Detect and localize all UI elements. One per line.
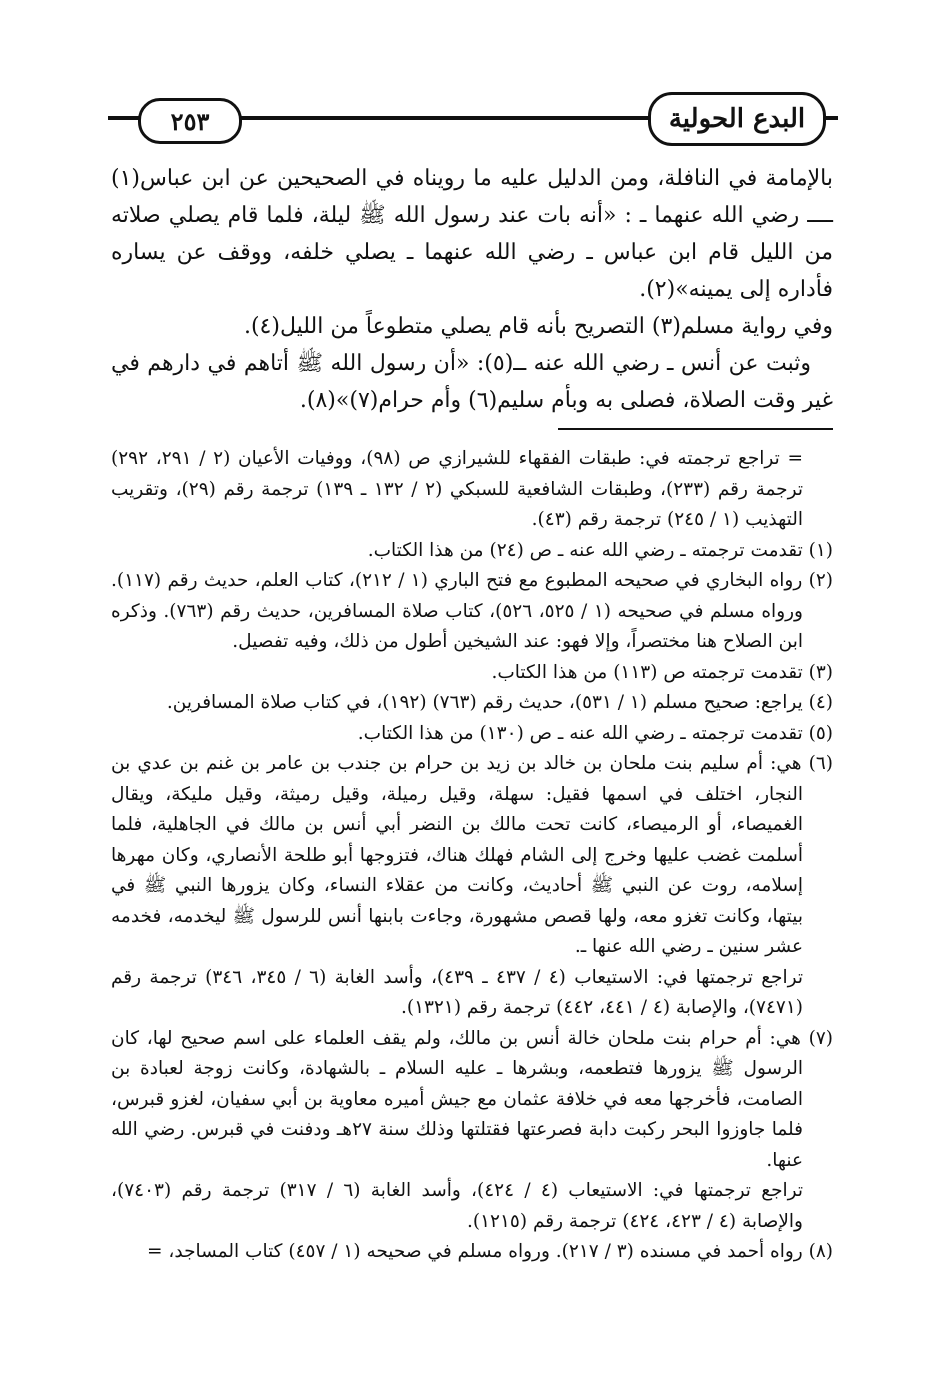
footnote: = تراجع ترجمته في: طبقات الفقهاء للشيرازي ص (٩٨)، ووفيات الأعيان (٢ / ٢٩١، ٢٩٢) ترجمة رقم (٢٣٣)، وطبقات الشافعية للسبكي (٢ / ١٣٢ ـ ١٣٩) ترجمة رقم (٢٩)، وتقريب التهذيب (١ / ٢٤٥) ترجمة رقم (٤٣). [111, 448, 803, 530]
footnote: (٦) هي: أم سليم بنت ملحان بن خالد بن زيد بن حرام بن جندب بن عامر بن غنم بن عدي بن النجار، اختلف في اسمها فقيل: سهلة، وقيل رميلة، وقيل رميثة، وقيل مليكة، ويقال الغميصاء، أو الرميصاء، كانت تحت مالك بن النضر أبي أنس بن مالك في الجاهلية، فلما أسلمت غضب عليها وخرج إلى الشام فهلك هناك، فتزوجها أبو طلحة الأنصاري، وكان مهرها إسلامه، روت عن النبي ﷺ أحاديث، وكانت من عقلاء النساء، وكان يزورها النبي ﷺ في بيتها، وكانت تغزو معه، ولها قصص مشهورة، وجاءت بابنها أنس للرسول ﷺ ليخدمه، فخدمه عشر سنين ـ رضي الله عنها ـ. [111, 753, 833, 957]
footnote: (١) تقدمت ترجمته ـ رضي الله عنه ـ ص (٢٤) من هذا الكتاب. [367, 539, 833, 561]
body-paragraph: بالإمامة في النافلة، ومن الدليل عليه ما رويناه في الصحيحين عن ابن عباس(١) ــــ رضي الله عنهما ـ : «أنه بات عند رسول الله ﷺ ليلة، فلما قام يصلي صلاته من الليل قام ابن عباس ـ رضي الله عنهما ـ يصلي خلفه، ووقف عن يساره فأداره إلى يمينه»(٢). [111, 166, 833, 302]
page-number: ٢٥٣ [138, 98, 242, 144]
footnote: (٨) رواه أحمد في مسنده (٣ / ٢١٧). ورواه مسلم في صحيحه (١ / ٤٥٧) كتاب المساجد، = [147, 1241, 833, 1262]
body-paragraph: وفي رواية مسلم(٣) التصريح بأنه قام يصلي متطوعاً من الليل(٤). [243, 314, 833, 339]
footnote: (٧) هي: أم حرام بنت ملحان خالة أنس بن مالك، ولم يقف العلماء على اسم صحيح لها، كان الرسول ﷺ يزورها فتطعمه، وبشرها ـ عليه السلام ـ بالشهادة، وكانت زوجة لعبادة بن الصامت، فأخرجها معه في خلافة عثمان مع جيش أميره معاوية بن أبي سفيان، لغزو قبرس، فلما جاوزوا البحر ركبت دابة فصرعتها فقتلتها وذلك سنة ٢٧هـ ودفنت في قبرس. رضي الله عنها. [111, 1027, 833, 1171]
body-paragraph: وثبت عن أنس ـ رضي الله عنه ــ(٥): «أن رسول الله ﷺ أتاهم في دارهم في غير وقت الصلاة، فصلى به وبأم سليم(٦) وأم حرام(٧)»(٨). [111, 351, 833, 413]
page-header [108, 92, 838, 144]
footnote-continuation: تراجع ترجمتها في: الاستيعاب (٤ / ٤٢٤)، وأسد الغابة (٦ / ٣١٧) ترجمة رقم (٧٤٠٣)، والإصابة (٤ / ٤٢٣، ٤٢٤) ترجمة رقم (١٢١٥). [111, 1180, 804, 1232]
footnote-separator [558, 428, 833, 430]
header-rule-middle [226, 116, 654, 120]
footnotes [111, 444, 833, 1268]
running-title: البدع الحولية [648, 92, 826, 146]
footnote-continuation: تراجع ترجمتها في: الاستيعاب (٤ / ٤٣٧ ـ ٤٣٩)، وأسد الغابة (٦ / ٣٤٥، ٣٤٦) ترجمة رقم (٧٤٧١)، والإصابة (٤ / ٤٤١، ٤٤٢) ترجمة رقم (١٣٢١). [111, 966, 803, 1018]
footnote: (٥) تقدمت ترجمته ـ رضي الله عنه ـ ص (١٣٠) من هذا الكتاب. [357, 722, 833, 744]
main-text [111, 160, 833, 419]
footnote: (٣) تقدمت ترجمته ص (١١٣) من هذا الكتاب. [491, 661, 833, 683]
footnote: (٤) يراجع: صحيح مسلم (١ / ٥٣١)، حديث رقم (٧٦٣) (١٩٢)، في كتاب صلاة المسافرين. [166, 692, 833, 713]
footnote: (٢) رواه البخاري في صحيحه المطبوع مع فتح الباري (١ / ٢١٢)، كتاب العلم، حديث رقم (١١٧). ورواه مسلم في صحيحه (١ / ٥٢٥، ٥٢٦)، كتاب صلاة المسافرين، حديث رقم (٧٦٣). وذكره ابن الصلاح هنا مختصراً، وإلا فهو: عند الشيخين أطول من ذلك، وفيه تفصيل. [111, 570, 833, 652]
